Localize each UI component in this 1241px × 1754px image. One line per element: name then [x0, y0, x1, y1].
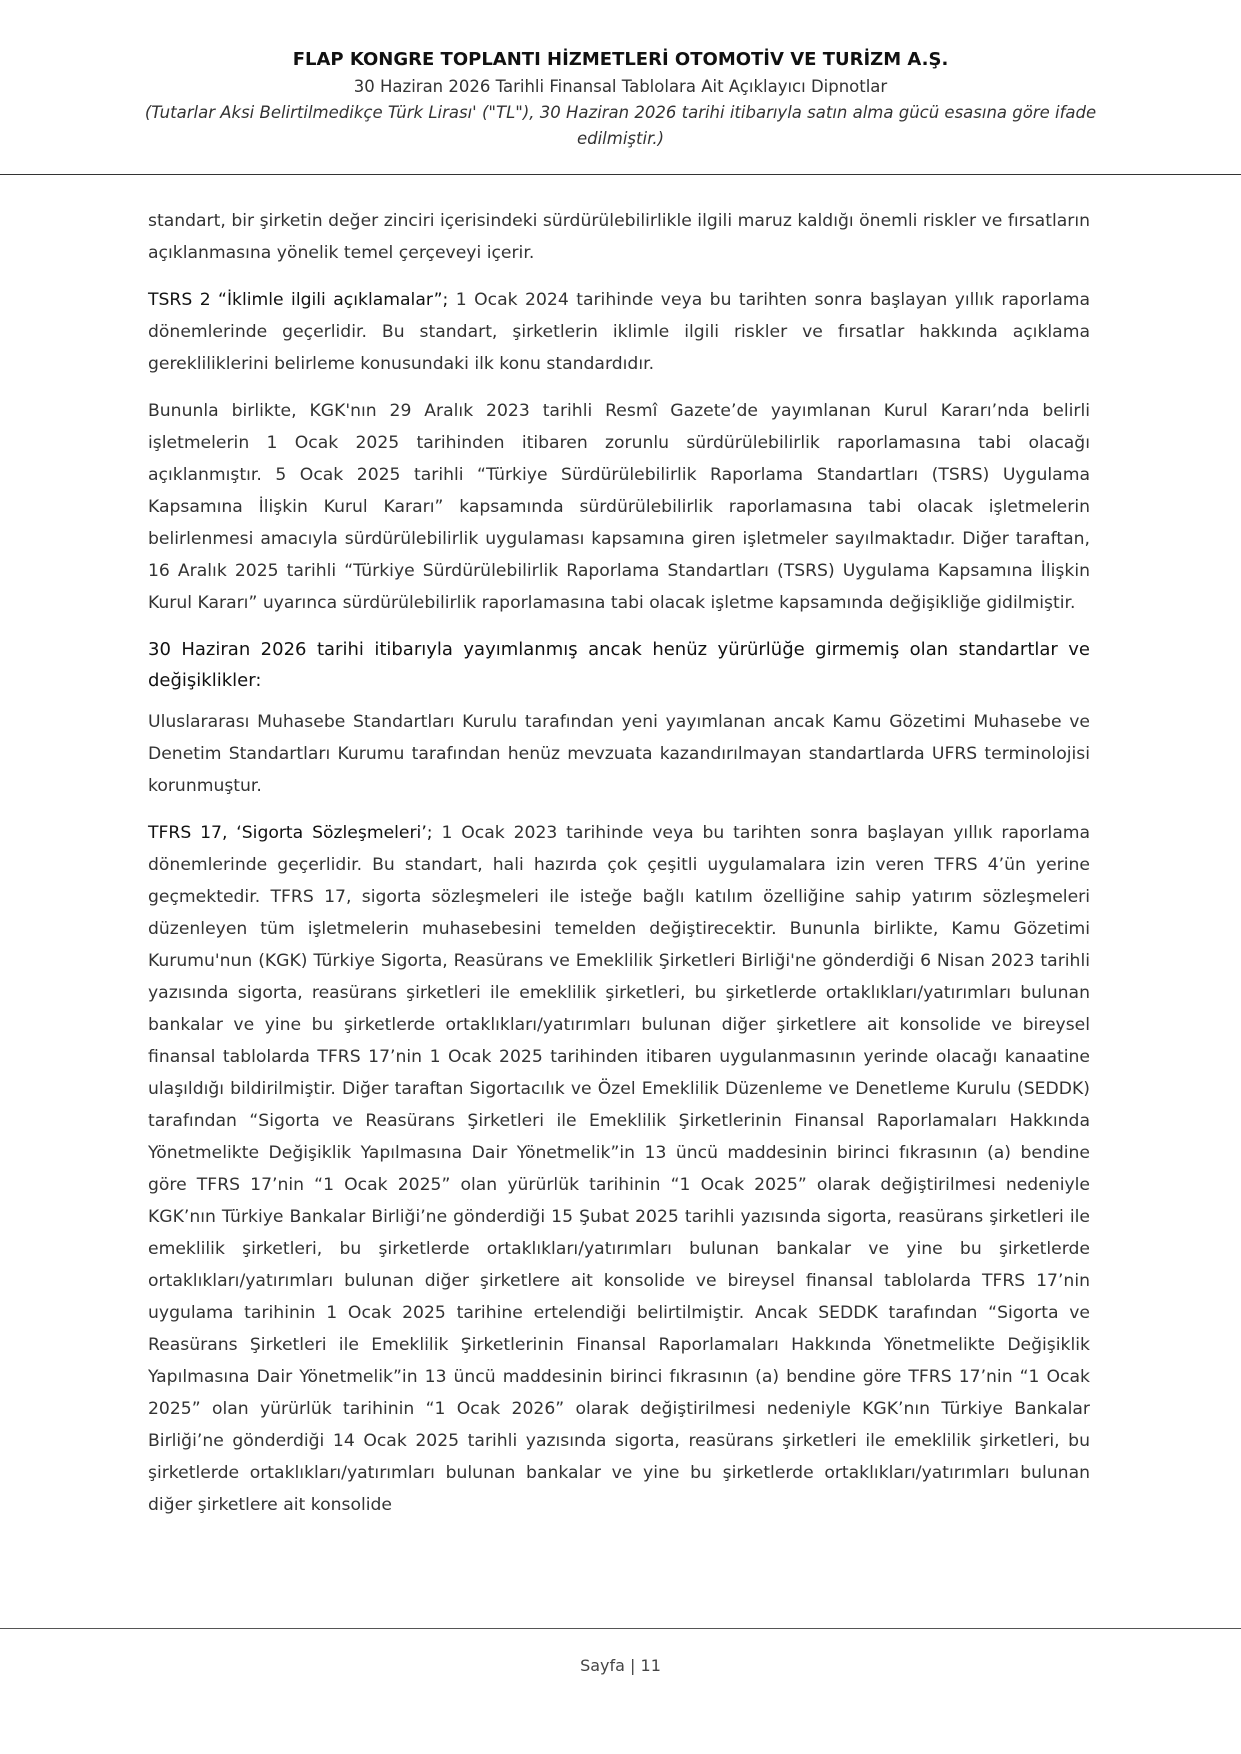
- paragraph-intro: standart, bir şirketin değer zinciri içerisindeki sürdürülebilirlikle ilgili maruz kaldığı önemli riskler ve fırsatların açıklanmasına yönelik temel çerçeveyi içerir.: [148, 211, 1090, 263]
- company-name: FLAP KONGRE TOPLANTI HİZMETLERİ OTOMOTİV VE TURİZM A.Ş.: [292, 49, 949, 70]
- page-header: [0, 46, 1241, 152]
- tsrs2-text: 1 Ocak 2024 tarihinde veya bu tarihten sonra başlayan yıllık raporlama dönemlerinde geçerlidir. Bu standart, şirketlerin iklimle ilgili riskler ve fırsatlar hakkında açıklama gerekliliklerini belirleme konusundaki ilk konu standardıdır.: [148, 290, 1090, 374]
- header-divider: [0, 174, 1241, 175]
- paragraph-tfrs17: [148, 817, 1090, 1521]
- page-number: Sayfa | 11: [580, 1656, 661, 1675]
- paragraph-ufrs: Uluslararası Muhasebe Standartları Kurulu tarafından yeni yayımlanan ancak Kamu Gözetimi Muhasebe ve Denetim Standartları Kurumu tarafından henüz mevzuata kazandırılmayan standartlarda UFRS terminolojisi korunmuştur.: [148, 712, 1090, 796]
- tfrs17-text: 1 Ocak 2023 tarihinde veya bu tarihten sonra başlayan yıllık raporlama dönemlerinde geçerlidir. Bu standart, hali hazırda çok çeşitli uygulamalara izin veren TFRS 4’ün yerine geçmektedir. TFRS 17, sigorta sözleşmeleri ile isteğe bağlı katılım özelliğine sahip yatırım sözleşmeleri düzenleyen tüm işletmelerin muhasebesini temelden değiştirecektir. Bununla birlikte, Kamu Gözetimi Kurumu'nun (KGK) Türkiye Sigorta, Reasürans ve Emeklilik Şirketleri Birliği'ne gönderdiği 6 Nisan 2023 tarihli yazısında sigorta, reasürans şirketleri ile emeklilik şirketleri, bu şirketlerde ortaklıkları/yatırımları bulunan bankalar ve yine bu şirketlerde ortaklıkları/yatırımları bulunan diğer şirketlere ait konsolide ve bireysel finansal tablolarda TFRS 17’nin 1 Ocak 2025 tarihinden itibaren uygulanmasının yerinde olacağı kanaatine ulaşıldığı bildirilmiştir. Diğer taraftan Sigortacılık ve Özel Emeklilik Düzenleme ve Denetleme Kurulu (SEDDK) tarafından “Sigorta ve Reasürans Şirketleri ile Emeklilik Şirketlerinin Finansal Raporlamaları Hakkında Yönetmelikte Değişiklik Yapılmasına Dair Yönetmelik”in 13 üncü maddesinin birinci fıkrasının (a) bendine göre TFRS 17’nin “1 Ocak 2025” olan yürürlük tarihinin “1 Ocak 2025” olarak değiştirilmesi nedeniyle KGK’nın Türkiye Bankalar Birliği’ne gönderdiği 15 Şubat 2025 tarihli yazısında sigorta, reasürans şirketleri ile emeklilik şirketleri, bu şirketlerde ortaklıkları/yatırımları bulunan bankalar ve yine bu şirketlerde ortaklıkları/yatırımları bulunan diğer şirketlere ait konsolide ve bireysel finansal tablolarda TFRS 17’nin uygulama tarihinin 1 Ocak 2025 tarihine ertelendiği belirtilmiştir. Ancak SEDDK tarafından “Sigorta ve Reasürans Şirketleri ile Emeklilik Şirketlerinin Finansal Raporlamaları Hakkında Yönetmelikte Değişiklik Yapılmasına Dair Yönetmelik”in 13 üncü maddesinin birinci fıkrasının (a) bendine göre TFRS 17’nin “1 Ocak 2025” olan yürürlük tarihinin “1 Ocak 2026” olarak değiştirilmesi nedeniyle KGK’nın Türkiye Bankalar Birliği’ne gönderdiği 14 Ocak 2025 tarihli yazısında sigorta, reasürans şirketleri ile emeklilik şirketleri, bu şirketlerde ortaklıkları/yatırımları bulunan bankalar ve yine bu şirketlerde ortaklıkları/yatırımları bulunan diğer şirketlere ait konsolide: [148, 823, 1091, 1515]
- paragraph-tsrs2: [148, 284, 1090, 380]
- section-heading: 30 Haziran 2026 tarihi itibarıyla yayımlanmış ancak henüz yürürlüğe girmemiş olan standartlar ve değişiklikler:: [148, 639, 1090, 691]
- paragraph-kgk: Bununla birlikte, KGK'nın 29 Aralık 2023 tarihli Resmî Gazete’de yayımlanan Kurul Kararı’nda belirli işletmelerin 1 Ocak 2025 tarihinden itibaren zorunlu sürdürülebilirlik raporlamasına tabi olacağı açıklanmıştır. 5 Ocak 2025 tarihli “Türkiye Sürdürülebilirlik Raporlama Standartları (TSRS) Uygulama Kapsamına İlişkin Kurul Kararı” kapsamında sürdürülebilirlik raporlamasına tabi olacak işletmelerin belirlenmesi amacıyla sürdürülebilirlik uygulaması kapsamına giren işletmeler sayılmaktadır. Diğer taraftan, 16 Aralık 2025 tarihli “Türkiye Sürdürülebilirlik Raporlama Standartları (TSRS) Uygulama Kapsamına İlişkin Kurul Kararı” uyarınca sürdürülebilirlik raporlamasına tabi olacak işletme kapsamında değişikliğe gidilmiştir.: [148, 401, 1090, 613]
- currency-note: (Tutarlar Aksi Belirtilmedikçe Türk Lirası' ("TL"), 30 Haziran 2026 tarihi itibarıyla satın alma gücü esasına göre ifade edilmiştir.): [144, 103, 1097, 148]
- footer-divider: [0, 1628, 1241, 1629]
- tfrs17-lead: TFRS 17, ‘Sigorta Sözleşmeleri’;: [148, 823, 433, 843]
- tsrs2-lead: TSRS 2 “İklimle ilgili açıklamalar”;: [148, 290, 449, 310]
- document-subtitle: 30 Haziran 2026 Tarihli Finansal Tablolara Ait Açıklayıcı Dipnotlar: [353, 77, 888, 96]
- page-body: [148, 205, 1090, 1536]
